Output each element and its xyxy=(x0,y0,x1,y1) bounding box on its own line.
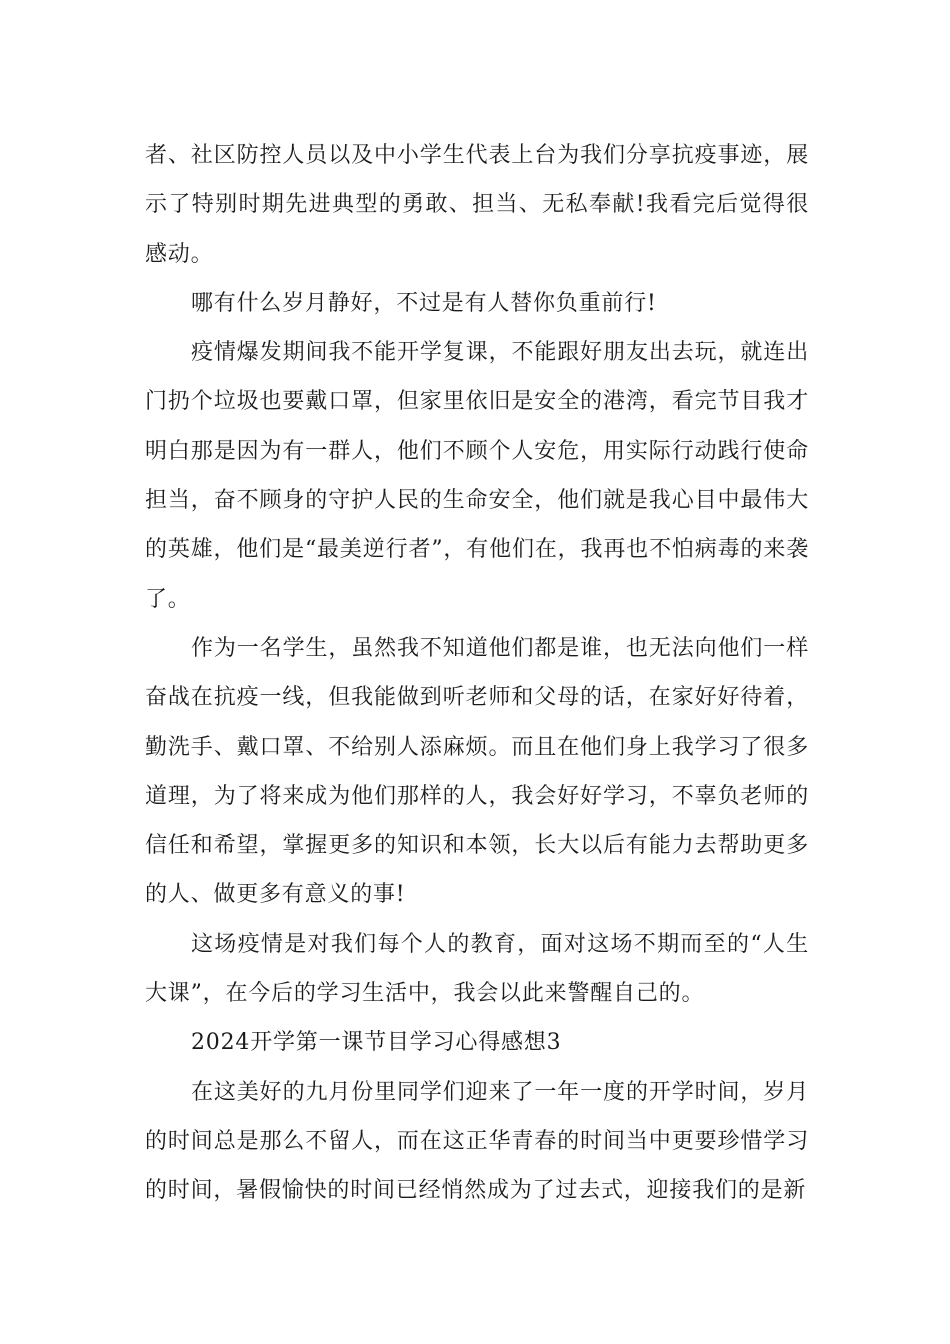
paragraph-september: 在这美好的九月份里同学们迎来了一年一度的开学时间，岁月的时间总是那么不留人，而在这正华青春的时间当中更要珍惜学习的时间，暑假愉快的时间已经悄然成为了过去式，迎接我们的是新 xyxy=(145,1079,809,1204)
paragraph-continued: 者、社区防控人员以及中小学生代表上台为我们分享抗疫事迹，展示了特别时期先进典型的勇敢、担当、无私奉献!我看完后觉得很感动。 xyxy=(145,143,809,267)
paragraph-quote: 哪有什么岁月静好，不过是有人替你负重前行! xyxy=(191,290,657,316)
section-heading: 2024开学第一课节目学习心得感想3 xyxy=(191,1030,562,1056)
paragraph-lesson: 这场疫情是对我们每个人的教育，面对这场不期而至的“人生大课”，在今后的学习生活中，我会以此来警醒自己的。 xyxy=(145,931,809,1007)
paragraph-pandemic: 疫情爆发期间我不能开学复课，不能跟好朋友出去玩，就连出门扔个垃圾也要戴口罩，但家里依旧是安全的港湾，看完节目我才明白那是因为有一群人，他们不顾个人安危，用实际行动践行使命担当，奋不顾身的守护人民的生命安全，他们就是我心目中最伟大的英雄，他们是“最美逆行者”，有他们在，我再也不怕病毒的来袭了。 xyxy=(145,340,809,612)
paragraph-student: 作为一名学生，虽然我不知道他们都是谁，也无法向他们一样奋战在抗疫一线，但我能做到听老师和父母的话，在家好好待着，勤洗手、戴口罩、不给别人添麻烦。而且在他们身上我学习了很多道理，为了将来成为他们那样的人，我会好好学习，不辜负老师的信任和希望，掌握更多的知识和本领，长大以后有能力去帮助更多的人、做更多有意义的事! xyxy=(145,635,809,908)
document-body xyxy=(145,131,809,1216)
